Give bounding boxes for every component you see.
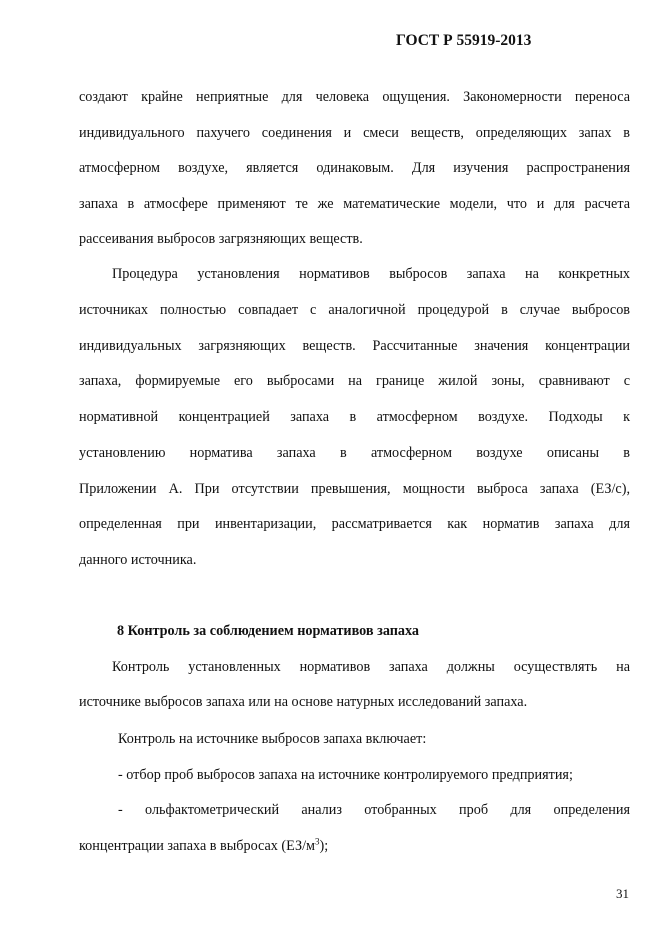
superscript: 3 xyxy=(315,836,320,847)
text-line: рассеивания выбросов загрязняющих веществ. xyxy=(79,231,363,247)
text-line: Приложении А. При отсутствии превышения, мощности выброса запаха (ЕЗ/с), xyxy=(79,481,630,497)
document-code-header: ГОСТ Р 55919-2013 xyxy=(396,32,532,49)
page-number: 31 xyxy=(616,886,629,901)
text-line: запаха в атмосфере применяют те же математические модели, что и для расчета xyxy=(79,196,630,212)
text-line xyxy=(79,836,328,856)
text-line: Процедура установления нормативов выбросов запаха на конкретных xyxy=(112,266,630,282)
text-line: определенная при инвентаризации, рассматривается как норматив запаха для xyxy=(79,516,630,532)
text-fragment: концентрации запаха в выбросах (ЕЗ/м xyxy=(79,838,316,854)
text-line: создают крайне неприятные для человека ощущения. Закономерности переноса xyxy=(79,89,630,105)
text-line: индивидуальных загрязняющих веществ. Рассчитанные значения концентрации xyxy=(79,338,630,354)
text-line: Контроль на источнике выбросов запаха включает: xyxy=(118,731,427,747)
section-heading: 8 Контроль за соблюдением нормативов запаха xyxy=(117,623,420,639)
text-line: данного источника. xyxy=(79,552,197,568)
text-line: источнике выбросов запаха или на основе натурных исследований запаха. xyxy=(79,694,528,710)
text-line: атмосферном воздухе, является одинаковым. Для изучения распространения xyxy=(79,160,630,176)
text-line: запаха, формируемые его выбросами на границе жилой зоны, сравнивают с xyxy=(79,373,630,389)
text-line: установлению норматива запаха в атмосферном воздухе описаны в xyxy=(79,445,630,461)
text-line: Контроль установленных нормативов запаха должны осуществлять на xyxy=(112,659,630,675)
text-line: нормативной концентрацией запаха в атмосферном воздухе. Подходы к xyxy=(79,409,630,425)
list-item: - отбор проб выбросов запаха на источнике контролируемого предприятия; xyxy=(118,767,573,783)
text-line: источниках полностью совпадает с аналогичной процедурой в случае выбросов xyxy=(79,302,630,318)
list-item: - ольфактометрический анализ отобранных проб для определения xyxy=(118,802,630,818)
text-line: индивидуального пахучего соединения и смеси веществ, определяющих запах в xyxy=(79,125,630,141)
text-fragment: ); xyxy=(319,838,329,854)
